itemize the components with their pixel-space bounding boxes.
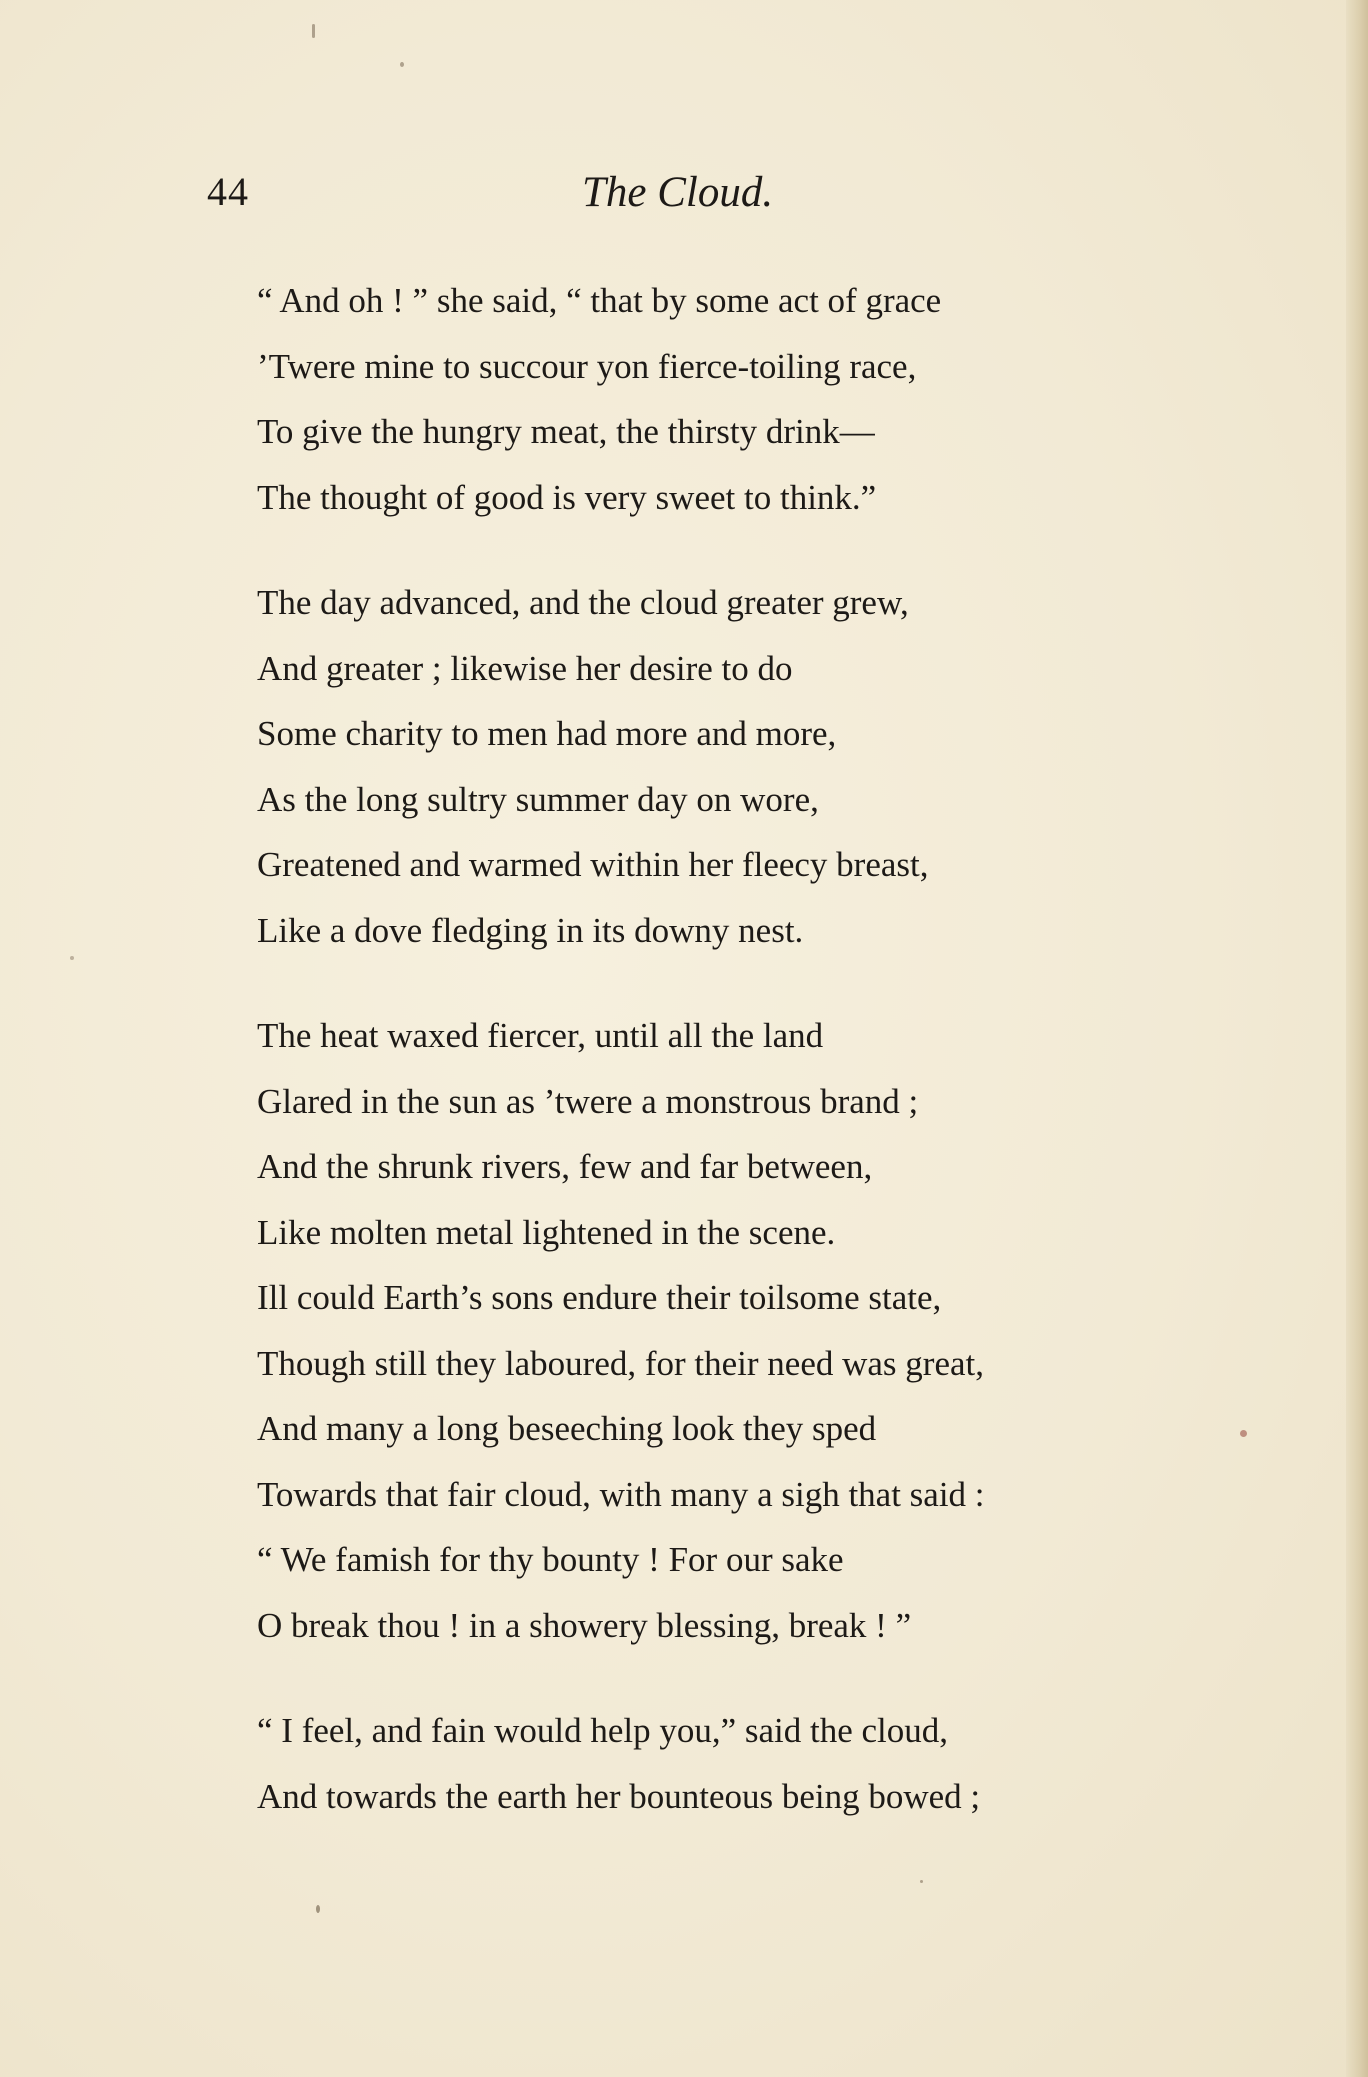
paper-speck — [70, 956, 74, 960]
poem-line: Ill could Earth’s sons endure their toilsome state, — [257, 1278, 942, 1317]
poem-line: “ We famish for thy bounty ! For our sake — [257, 1540, 844, 1579]
page-edge — [1346, 0, 1368, 2077]
stanza-1 — [257, 268, 1177, 530]
running-title: The Cloud. — [582, 169, 774, 216]
paper-speck — [312, 24, 315, 38]
stanza-2 — [257, 570, 1177, 963]
poem-line: Like molten metal lightened in the scene. — [257, 1212, 836, 1252]
poem-line: Towards that fair cloud, with many a sigh that said : — [257, 1474, 985, 1514]
poem-line: Though still they laboured, for their need was great, — [257, 1343, 985, 1383]
stanza-3 — [257, 1003, 1177, 1658]
poem-body — [257, 268, 1177, 1869]
poem-line: “ And oh ! ” she said, “ that by some act of grace — [257, 281, 942, 320]
poem-line: And many a long beseeching look they sped — [257, 1409, 877, 1448]
paper-speck — [316, 1905, 320, 1913]
poem-line: To give the hungry meat, the thirsty drink— — [257, 412, 875, 451]
poem-line: And greater ; likewise her desire to do — [257, 648, 793, 688]
poem-line: As the long sultry summer day on wore, — [257, 779, 819, 819]
poem-line: The heat waxed fiercer, until all the land — [257, 1016, 824, 1055]
stanza-4 — [257, 1698, 1177, 1829]
paper-speck — [1240, 1430, 1247, 1437]
poem-line: Greatened and warmed within her fleecy breast, — [257, 845, 929, 884]
paper-speck — [400, 62, 404, 67]
poem-line: Some charity to men had more and more, — [257, 714, 837, 753]
poem-line: And the shrunk rivers, few and far between, — [257, 1147, 873, 1186]
page-header — [207, 168, 1107, 228]
paper-speck — [920, 1880, 923, 1883]
poem-line: “ I feel, and fain would help you,” said the cloud, — [257, 1711, 949, 1750]
poem-line: The thought of good is very sweet to think.” — [257, 477, 877, 517]
poem-line: Glared in the sun as ’twere a monstrous brand ; — [257, 1081, 919, 1121]
poem-line: And towards the earth her bounteous being bowed ; — [257, 1776, 981, 1816]
poem-line: Like a dove fledging in its downy nest. — [257, 910, 804, 950]
poem-line: The day advanced, and the cloud greater grew, — [257, 583, 909, 622]
poem-line: O break thou ! in a showery blessing, break ! ” — [257, 1605, 912, 1645]
page-number: 44 — [207, 169, 249, 214]
poem-line: ’Twere mine to succour yon fierce-toiling race, — [257, 346, 917, 386]
